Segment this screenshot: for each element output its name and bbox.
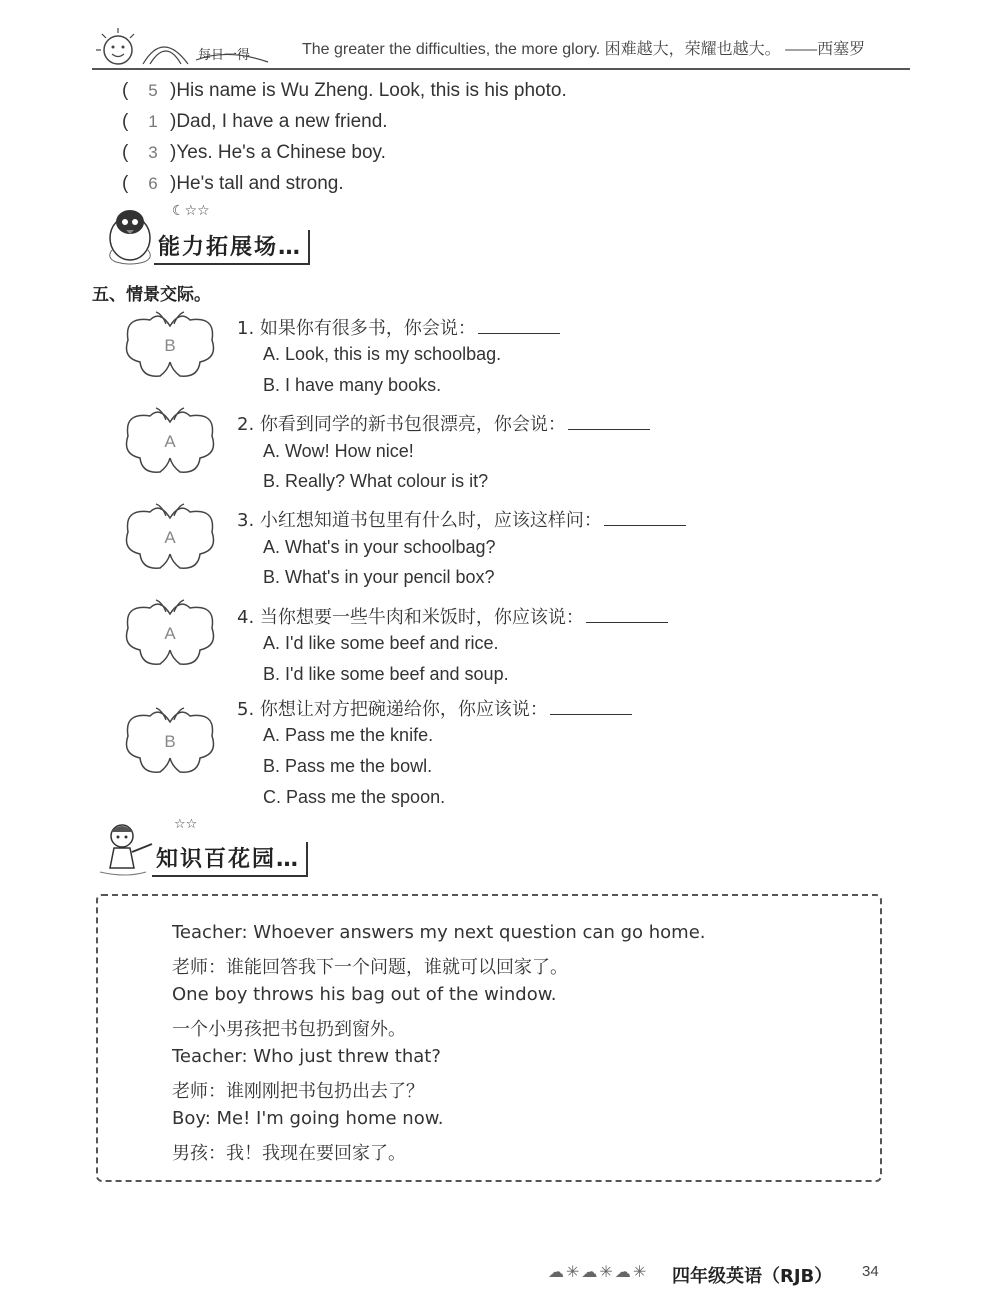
answer-number: 1 [148,112,158,131]
option: A. Wow! How nice! [263,441,414,461]
option: B. Pass me the bowl. [263,756,433,776]
exercise-title: 五、情景交际。 [92,285,211,305]
answer-letter: B [164,336,176,355]
story-line: 老师：谁能回答我下一个问题，谁就可以回家了。 [172,957,568,978]
story-line: Boy: Me! I'm going home now. [172,1108,444,1129]
section-title-knowledge: 知识百花园… [152,842,308,877]
answer-letter: B [164,732,176,751]
answer-number: 3 [148,143,158,162]
answer-letter: A [164,624,176,643]
answer-text: )Yes. He's a Chinese boy. [170,142,386,163]
question-text: 5. 你想让对方把碗递给你，你应该说： [237,695,632,721]
answer-number: 5 [148,81,158,100]
question-text: 2. 你看到同学的新书包很漂亮，你会说： [237,410,650,436]
stars-icon: ☾☆☆ [172,202,210,218]
answer-row: ( 3 )Yes. He's a Chinese boy. [122,142,386,163]
answer-number: 6 [148,174,158,193]
question-text: 1. 如果你有很多书，你会说： [237,314,560,340]
story-line: 一个小男孩把书包扔到窗外。 [172,1019,406,1040]
story-line: 老师：谁刚刚把书包扔出去了？ [172,1081,424,1102]
option: A. Look, this is my schoolbag. [263,344,502,364]
option: A. What's in your schoolbag? [263,537,496,557]
header-quote: The greater the difficulties, the more glory. 困难越大，荣耀也越大。 ——西塞罗 [302,41,866,58]
header-divider [92,68,910,70]
story-line: Teacher: Whoever answers my next question can go home. [172,922,706,943]
decorative-clouds-icon: ☁✳☁✳☁✳ [548,1264,649,1281]
answer-row: ( 6 )He's tall and strong. [122,173,344,194]
question-text: 4. 当你想要一些牛肉和米饭时，你应该说： [237,603,668,629]
page-number: 34 [862,1263,879,1280]
option: B. I have many books. [263,375,442,395]
answer-text: )He's tall and strong. [170,173,344,194]
story-line: One boy throws his bag out of the window. [172,984,557,1005]
story-line: 男孩：我！我现在要回家了。 [172,1143,406,1164]
question-text: 3. 小红想知道书包里有什么时，应该这样问： [237,506,686,532]
kid-mascot-icon [96,818,156,880]
answer-row: ( 1 )Dad, I have a new friend. [122,111,388,132]
option: A. Pass me the knife. [263,725,434,745]
answer-text: )His name is Wu Zheng. Look, this is his photo. [170,80,567,101]
answer-blank[interactable] [568,413,650,430]
penguin-mascot-icon [100,200,160,266]
header-logo [88,20,288,68]
answer-letter: A [164,528,176,547]
answer-row: ( 5 )His name is Wu Zheng. Look, this is his photo. [122,80,567,101]
story-line: Teacher: Who just threw that? [172,1046,441,1067]
answer-text: )Dad, I have a new friend. [170,111,388,132]
option: B. What's in your pencil box? [263,567,495,587]
answer-letter: A [164,432,176,451]
answer-blank[interactable] [604,509,686,526]
section-title-ability: 能力拓展场… [154,230,310,265]
answer-blank[interactable] [478,317,560,334]
stars-icon: ☆☆ [174,816,198,831]
answer-blank[interactable] [550,698,632,715]
option: B. Really? What colour is it? [263,471,489,491]
option: A. I'd like some beef and rice. [263,633,499,653]
option: B. I'd like some beef and soup. [263,664,509,684]
footer-label: 四年级英语（RJB） [672,1266,833,1287]
option: C. Pass me the spoon. [263,787,446,807]
logo-text: 每日一得 [198,48,251,63]
answer-blank[interactable] [586,606,668,623]
